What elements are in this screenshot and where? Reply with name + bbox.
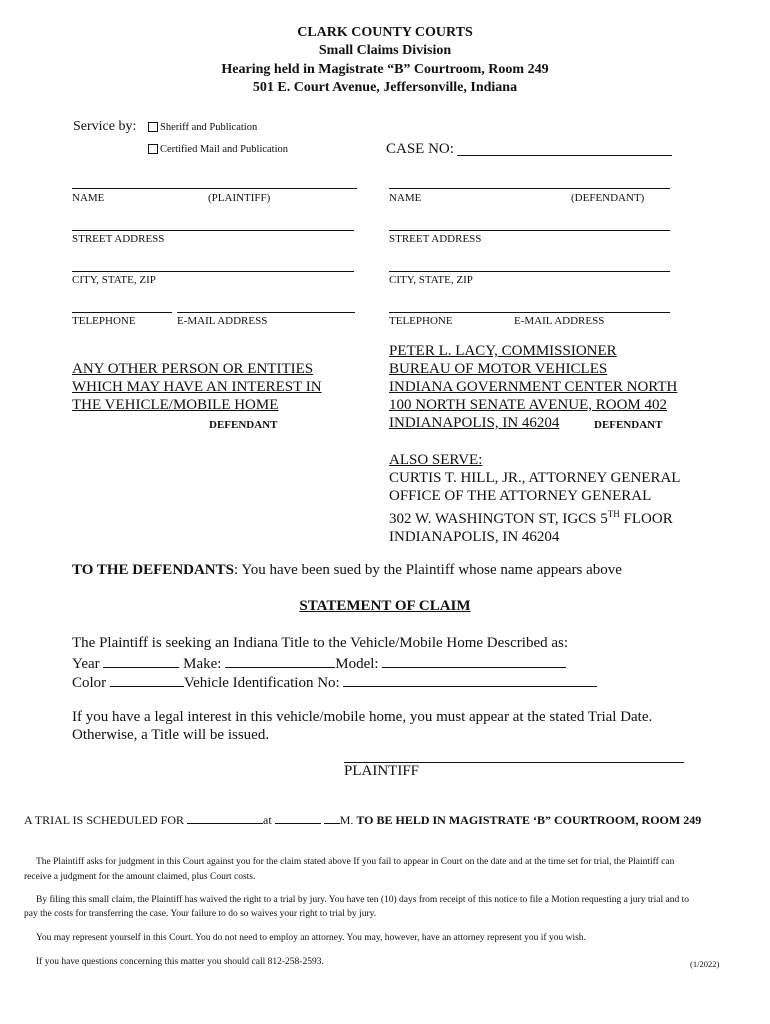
plaintiff-street-line[interactable] — [72, 230, 354, 231]
form-revision-date: (1/2022) — [690, 959, 720, 969]
color-label: Color — [72, 675, 107, 691]
trial-ampm-field[interactable] — [324, 811, 340, 824]
service-option-sheriff-label: Sheriff and Publication — [160, 122, 258, 133]
defendant-city-line[interactable] — [389, 271, 670, 272]
bmv-line2: BUREAU OF MOTOR VEHICLES — [389, 361, 608, 377]
to-defendants-notice — [72, 562, 622, 579]
notice-representation: You may represent yourself in this Court. You do not need to employ an attorney. You may, however, have an attorney represent you if you wish. — [36, 933, 586, 943]
notice-jury-line2: pay the costs for transferring the case. Your failure to do so waives your right to trial by jury. — [24, 909, 377, 919]
plaintiff-name-line[interactable] — [72, 188, 357, 189]
model-label: Model: — [335, 656, 379, 672]
plaintiff-email-label: E-MAIL ADDRESS — [177, 315, 268, 327]
trial-scheduled-line — [24, 811, 701, 828]
case-no-label: CASE NO: — [386, 141, 454, 157]
defendant-street-line[interactable] — [389, 230, 670, 231]
claim-intro: The Plaintiff is seeking an Indiana Title to the Vehicle/Mobile Home Described as: — [72, 635, 569, 651]
other-defendant-label: DEFENDANT — [209, 419, 278, 431]
color-field[interactable] — [110, 673, 184, 687]
also-serve-line3-b: FLOOR — [619, 511, 673, 527]
bmv-defendant-label: DEFENDANT — [594, 419, 663, 431]
year-field[interactable] — [103, 654, 179, 668]
trial-m: M. — [339, 813, 354, 827]
service-by-label: Service by: — [73, 119, 137, 134]
model-field[interactable] — [382, 654, 566, 668]
plaintiff-role-label: (PLAINTIFF) — [208, 192, 271, 204]
court-address: 501 E. Court Avenue, Jeffersonville, Indiana — [252, 80, 518, 95]
statement-title: STATEMENT OF CLAIM — [299, 598, 471, 614]
plaintiff-street-label: STREET ADDRESS — [72, 233, 165, 245]
other-defendant-line3: THE VEHICLE/MOBILE HOME — [72, 397, 279, 413]
checkbox-sheriff[interactable] — [148, 122, 158, 132]
plaintiff-city-line[interactable] — [72, 271, 354, 272]
also-serve-line3 — [389, 505, 680, 528]
service-option-certified-label: Certified Mail and Publication — [160, 144, 289, 155]
defendant-telephone-label: TELEPHONE — [389, 315, 453, 327]
plaintiff-signature-label: PLAINTIFF — [344, 763, 420, 779]
notice-judgment-line2: receive a judgment for the amount claimed, plus Court costs. — [24, 872, 256, 882]
plaintiff-name-label: NAME — [72, 192, 105, 204]
other-defendant-block — [72, 360, 322, 414]
service-option-certified-mail[interactable] — [148, 144, 288, 155]
notice-jury-line1: By filing this small claim, the Plaintiff has waived the right to a trial by jury. You have ten (10) days from receipt of this notice to file a Motion requesting a jury trial and to — [36, 895, 689, 905]
other-defendant-line2: WHICH MAY HAVE AN INTEREST IN — [72, 379, 322, 395]
also-serve-line3-a: 302 W. WASHINGTON ST, IGCS 5 — [389, 511, 608, 527]
defendant-name-line[interactable] — [389, 188, 670, 189]
notice-judgment-line1: The Plaintiff asks for judgment in this Court against you for the claim stated above If you fail to appear in Court on the date and at the time set for trial, the Plaintiff can — [36, 857, 675, 867]
vin-field[interactable] — [343, 673, 597, 687]
trial-time-field[interactable] — [275, 811, 321, 824]
plaintiff-email-line[interactable] — [177, 312, 355, 313]
plaintiff-telephone-label: TELEPHONE — [72, 315, 136, 327]
trial-prefix: A TRIAL IS SCHEDULED FOR — [24, 813, 185, 827]
division-name: Small Claims Division — [318, 43, 452, 58]
year-label: Year — [72, 656, 100, 672]
to-defendants-bold: TO THE DEFENDANTS — [72, 562, 234, 578]
legal-interest-line1: If you have a legal interest in this vehicle/mobile home, you must appear at the stated Trial Date. — [72, 709, 653, 725]
plaintiff-telephone-line[interactable] — [72, 312, 172, 313]
court-name: CLARK COUNTY COURTS — [297, 25, 473, 40]
courtroom-info: Hearing held in Magistrate “B” Courtroom, Room 249 — [221, 62, 549, 77]
also-serve-line2: OFFICE OF THE ATTORNEY GENERAL — [389, 488, 652, 504]
plaintiff-city-label: CITY, STATE, ZIP — [72, 274, 156, 286]
bmv-line5: INDIANAPOLIS, IN 46204 — [389, 415, 560, 431]
defendant-role-label: (DEFENDANT) — [571, 192, 645, 204]
also-serve-line4: INDIANAPOLIS, IN 46204 — [389, 529, 560, 545]
make-field[interactable] — [225, 654, 335, 668]
defendant-contact-line[interactable] — [389, 312, 670, 313]
vin-label: Vehicle Identification No: — [183, 675, 340, 691]
make-label: Make: — [183, 656, 222, 672]
trial-date-field[interactable] — [187, 811, 263, 824]
also-serve-line1: CURTIS T. HILL, JR., ATTORNEY GENERAL — [389, 470, 681, 486]
claim-row-year-make-model — [72, 654, 566, 673]
bmv-line4: 100 NORTH SENATE AVENUE, ROOM 402 — [389, 397, 667, 413]
defendant-name-label: NAME — [389, 192, 422, 204]
trial-location: TO BE HELD IN MAGISTRATE ‘B” COURTROOM, ROOM 249 — [356, 813, 702, 827]
trial-at: at — [263, 813, 272, 827]
also-serve-line3-sup: TH — [607, 509, 620, 519]
defendant-city-label: CITY, STATE, ZIP — [389, 274, 473, 286]
service-option-sheriff[interactable] — [148, 122, 257, 133]
also-serve-label: ALSO SERVE: — [389, 452, 483, 468]
legal-interest-line2: Otherwise, a Title will be issued. — [72, 727, 270, 743]
case-no-field[interactable] — [457, 155, 672, 156]
bmv-line3: INDIANA GOVERNMENT CENTER NORTH — [389, 379, 678, 395]
checkbox-certified-mail[interactable] — [148, 144, 158, 154]
defendant-email-label: E-MAIL ADDRESS — [514, 315, 605, 327]
defendant-street-label: STREET ADDRESS — [389, 233, 482, 245]
also-serve-block — [389, 451, 680, 546]
to-defendants-rest: : You have been sued by the Plaintiff whose name appears above — [234, 562, 622, 578]
notice-questions: If you have questions concerning this matter you should call 812-258-2593. — [36, 957, 324, 967]
bmv-line1: PETER L. LACY, COMMISSIONER — [389, 343, 617, 359]
claim-row-color-vin — [72, 673, 597, 692]
other-defendant-line1: ANY OTHER PERSON OR ENTITIES — [72, 361, 314, 377]
